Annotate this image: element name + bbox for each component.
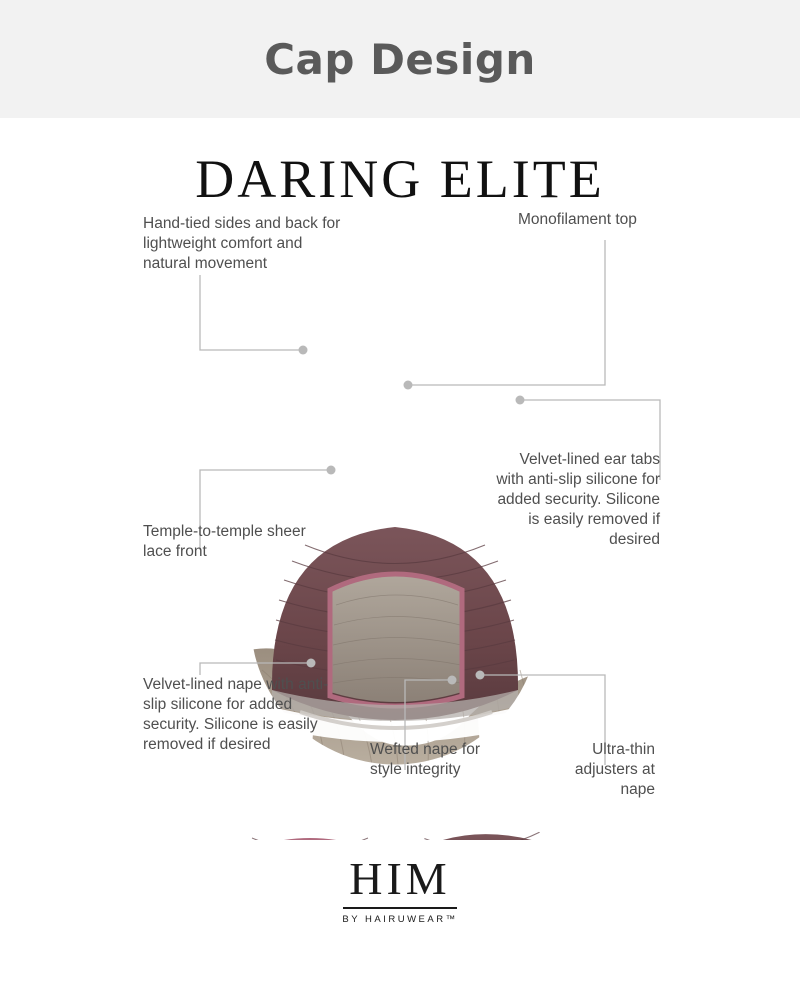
callout-ear-tabs: Velvet-lined ear tabs with anti-slip silicone for added security. Silicone is easily removed if desired <box>496 451 660 548</box>
callout-hand-tied: Hand-tied sides and back for lightweight comfort and natural movement <box>143 215 341 272</box>
brand-title: DARING ELITE <box>195 149 605 209</box>
brand-heading-wrap <box>0 148 800 210</box>
callout-adjusters: Ultra-thin adjusters at nape <box>574 741 655 798</box>
callout-wefted-nape: Wefted nape for style integrity <box>370 741 481 778</box>
brand-logo-subtitle: BY HAIRUWEAR™ <box>342 914 458 925</box>
footer-logo <box>0 855 800 925</box>
brand-logo-text: HIM <box>343 855 456 909</box>
page-title: Cap Design <box>264 34 536 84</box>
nape-detail-image <box>230 810 390 840</box>
callout-lace-front: Temple-to-temple sheer lace front <box>143 523 306 560</box>
callout-nape-silicone: Velvet-lined nape with anti-slip silicone for added security. Silicone is easily removed if desired <box>143 676 329 753</box>
ear-tab-detail-image <box>405 810 565 840</box>
cap-design-diagram <box>0 211 800 840</box>
callout-monofilament-top: Monofilament top <box>518 211 637 228</box>
page-header <box>0 0 800 118</box>
